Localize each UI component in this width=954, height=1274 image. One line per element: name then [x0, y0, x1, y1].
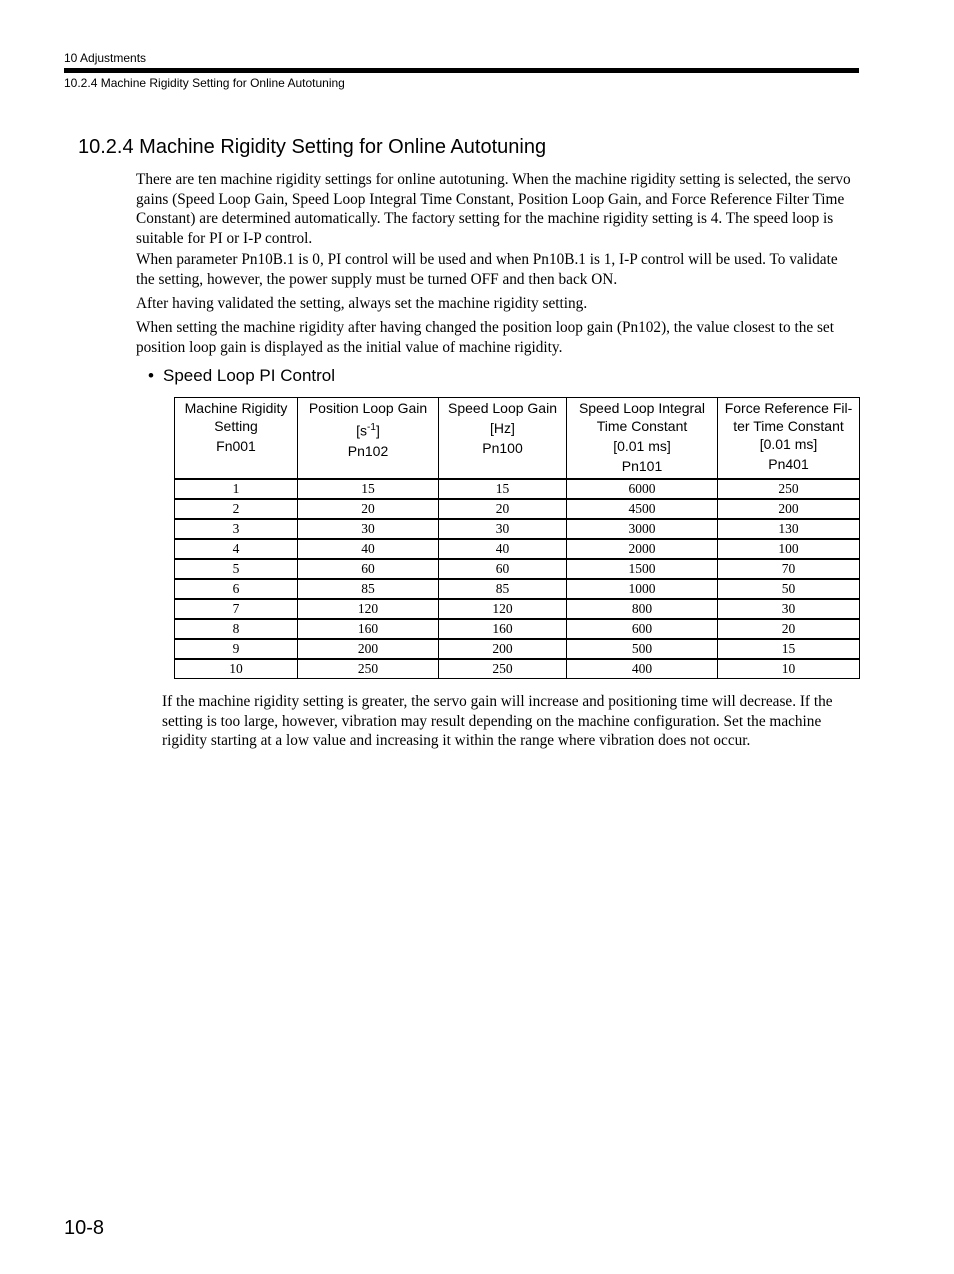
table-row [175, 619, 860, 639]
table-cell: 160 [298, 619, 439, 639]
table-cell: 70 [718, 559, 860, 579]
table-cell: 2 [175, 499, 298, 519]
table-cell: 400 [567, 659, 718, 679]
header-machine-rigidity: Machine Rigidity Setting Fn001 [175, 398, 298, 480]
table-cell: 15 [718, 639, 860, 659]
table-cell: 250 [439, 659, 567, 679]
table-cell: 9 [175, 639, 298, 659]
table-cell: 1000 [567, 579, 718, 599]
bullet-text: Speed Loop PI Control [163, 366, 336, 385]
table-cell: 250 [298, 659, 439, 679]
table-row [175, 639, 860, 659]
table-cell: 130 [718, 519, 860, 539]
table-cell: 120 [439, 599, 567, 619]
table-cell: 30 [439, 519, 567, 539]
table-cell: 200 [298, 639, 439, 659]
bullet-dot: • [148, 366, 154, 385]
pi-ip-paragraph: When parameter Pn10B.1 is 0, PI control will be used and when Pn10B.1 is 1, I-P control will be used. To validate the setting, however, the power supply must be turned OFF and then back ON. [136, 251, 838, 288]
closing-paragraph: If the machine rigidity setting is greater, the servo gain will increase and positioning time will decrease. If the setting is too large, however, vibration may result depending on the machine configuration. Set the machine rigidity starting at a low value and increasing it within the range where vibration does not occur. [162, 693, 833, 749]
table-cell: 200 [718, 499, 860, 519]
table-cell: 200 [439, 639, 567, 659]
table-row [175, 479, 860, 499]
table-cell: 100 [718, 539, 860, 559]
table-cell: 6 [175, 579, 298, 599]
page-number: 10-8 [64, 1217, 105, 1239]
header-speed-loop-gain: Speed Loop Gain [Hz] Pn100 [439, 398, 567, 480]
table-row [175, 559, 860, 579]
table-cell: 60 [439, 559, 567, 579]
table-cell: 4500 [567, 499, 718, 519]
validation-paragraph: After having validated the setting, always set the machine rigidity setting. [136, 295, 588, 312]
position-loop-paragraph: When setting the machine rigidity after having changed the position loop gain (Pn102), the value closest to the set position loop gain is displayed as the initial value of machine rigidity. [136, 319, 834, 356]
table-cell: 15 [439, 479, 567, 499]
table-cell: 7 [175, 599, 298, 619]
table-cell: 85 [439, 579, 567, 599]
table-cell: 40 [439, 539, 567, 559]
header-force-reference-filter: Force Reference Fil- ter Time Constant [0.01 ms] Pn401 [718, 398, 860, 480]
table-cell: 60 [298, 559, 439, 579]
table-row [175, 519, 860, 539]
table-cell: 1 [175, 479, 298, 499]
table-header-row [175, 398, 860, 480]
table-cell: 20 [718, 619, 860, 639]
table-cell: 800 [567, 599, 718, 619]
table-cell: 85 [298, 579, 439, 599]
rigidity-table [174, 397, 860, 679]
running-header-chapter: 10 Adjustments [64, 51, 147, 65]
table-cell: 20 [298, 499, 439, 519]
table-row [175, 499, 860, 519]
table-row [175, 539, 860, 559]
table-cell: 120 [298, 599, 439, 619]
table-cell: 30 [718, 599, 860, 619]
table-cell: 20 [439, 499, 567, 519]
header-speed-loop-integral: Speed Loop Integral Time Constant [0.01 ms] Pn101 [567, 398, 718, 480]
intro-paragraph: There are ten machine rigidity settings for online autotuning. When the machine rigidity setting is selected, the servo gains (Speed Loop Gain, Speed Loop Integral Time Constant, Position Loop Gain, and Force Reference Filter Time Constant) are determined automatically. The factory setting for the machine rigidity setting is 4. The speed loop is suitable for PI or I-P control. [136, 171, 851, 247]
table-row [175, 579, 860, 599]
table-cell: 4 [175, 539, 298, 559]
table-cell: 3 [175, 519, 298, 539]
table-cell: 500 [567, 639, 718, 659]
table-row [175, 659, 860, 679]
table-cell: 250 [718, 479, 860, 499]
header-rule [64, 68, 859, 73]
table-cell: 5 [175, 559, 298, 579]
table-cell: 40 [298, 539, 439, 559]
table-cell: 160 [439, 619, 567, 639]
running-header-section: 10.2.4 Machine Rigidity Setting for Online Autotuning [64, 76, 345, 90]
header-position-loop-gain: Position Loop Gain $[s^{-1}]$ Pn102 [298, 398, 439, 480]
bullet-heading [148, 366, 335, 386]
table-cell: 1500 [567, 559, 718, 579]
section-title: 10.2.4 Machine Rigidity Setting for Online Autotuning [78, 136, 547, 158]
table-cell: 2000 [567, 539, 718, 559]
table-cell: 6000 [567, 479, 718, 499]
table-cell: 600 [567, 619, 718, 639]
table-cell: 30 [298, 519, 439, 539]
table-cell: 3000 [567, 519, 718, 539]
table-cell: 10 [718, 659, 860, 679]
table-cell: 15 [298, 479, 439, 499]
table-cell: 50 [718, 579, 860, 599]
table-cell: 10 [175, 659, 298, 679]
table-cell: 8 [175, 619, 298, 639]
table-row [175, 599, 860, 619]
